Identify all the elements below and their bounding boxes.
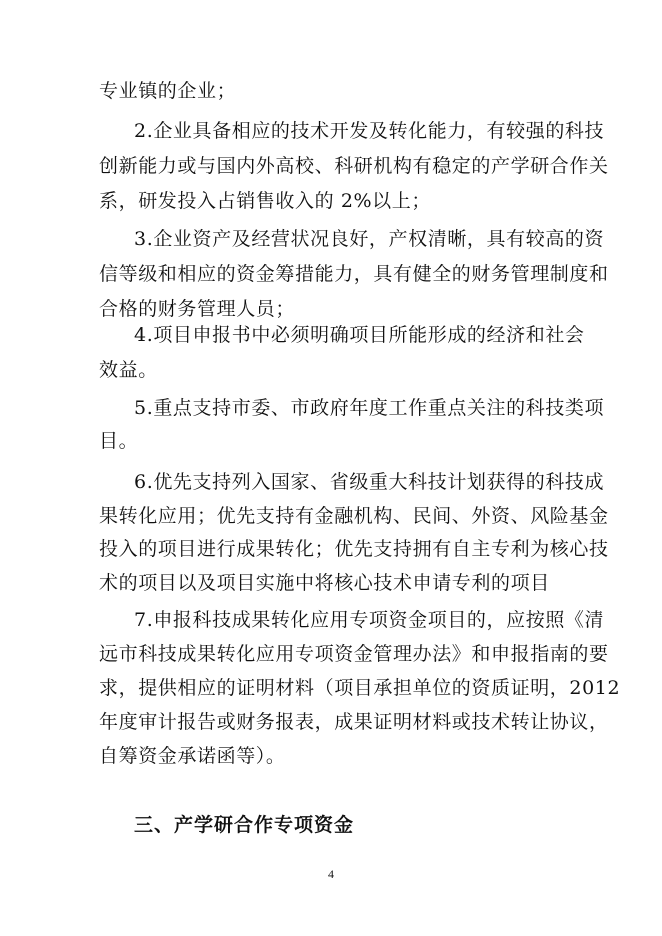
text-line: 系，研发投入占销售收入的 2%以上； xyxy=(99,190,431,212)
text-line: 信等级和相应的资金筹措能力，具有健全的财务管理制度和 xyxy=(99,263,609,285)
text-line: 自筹资金承诺函等）。 xyxy=(99,745,286,767)
page-number: 4 xyxy=(328,867,334,881)
text-line: 年度审计报告或财务报表，成果证明材料或技术转让协议， xyxy=(99,711,609,733)
section-heading: 三、产学研合作专项资金 xyxy=(134,814,355,836)
text-line: 求，提供相应的证明材料（项目承担单位的资质证明，2012 xyxy=(99,677,621,699)
text-line: 5.重点支持市委、市政府年度工作重点关注的科技类项 xyxy=(134,397,605,419)
text-line: 投入的项目进行成果转化；优先支持拥有自主专利为核心技 xyxy=(99,538,609,560)
text-line: 2.企业具备相应的技术开发及转化能力，有较强的科技 xyxy=(134,120,605,142)
text-line: 7.申报科技成果转化应用专项资金项目的，应按照《清 xyxy=(134,609,605,631)
text-line: 创新能力或与国内外高校、科研机构有稳定的产学研合作关 xyxy=(99,155,609,177)
text-line: 果转化应用；优先支持有金融机构、民间、外资、风险基金 xyxy=(99,505,609,527)
text-line: 目。 xyxy=(99,430,139,452)
text-line: 4.项目申报书中必须明确项目所能形成的经济和社会 xyxy=(134,324,585,346)
text-line: 术的项目以及项目实施中将核心技术申请专利的项目 xyxy=(99,572,550,594)
text-line: 远市科技成果转化应用专项资金管理办法》和申报指南的要 xyxy=(99,643,609,665)
text-line: 3.企业资产及经营状况良好，产权清晰，具有较高的资 xyxy=(134,228,605,250)
text-line: 专业镇的企业； xyxy=(99,80,237,102)
text-line: 合格的财务管理人员； xyxy=(99,298,296,320)
text-line: 6.优先支持列入国家、省级重大科技计划获得的科技成 xyxy=(134,471,605,493)
text-line: 效益。 xyxy=(99,359,158,381)
